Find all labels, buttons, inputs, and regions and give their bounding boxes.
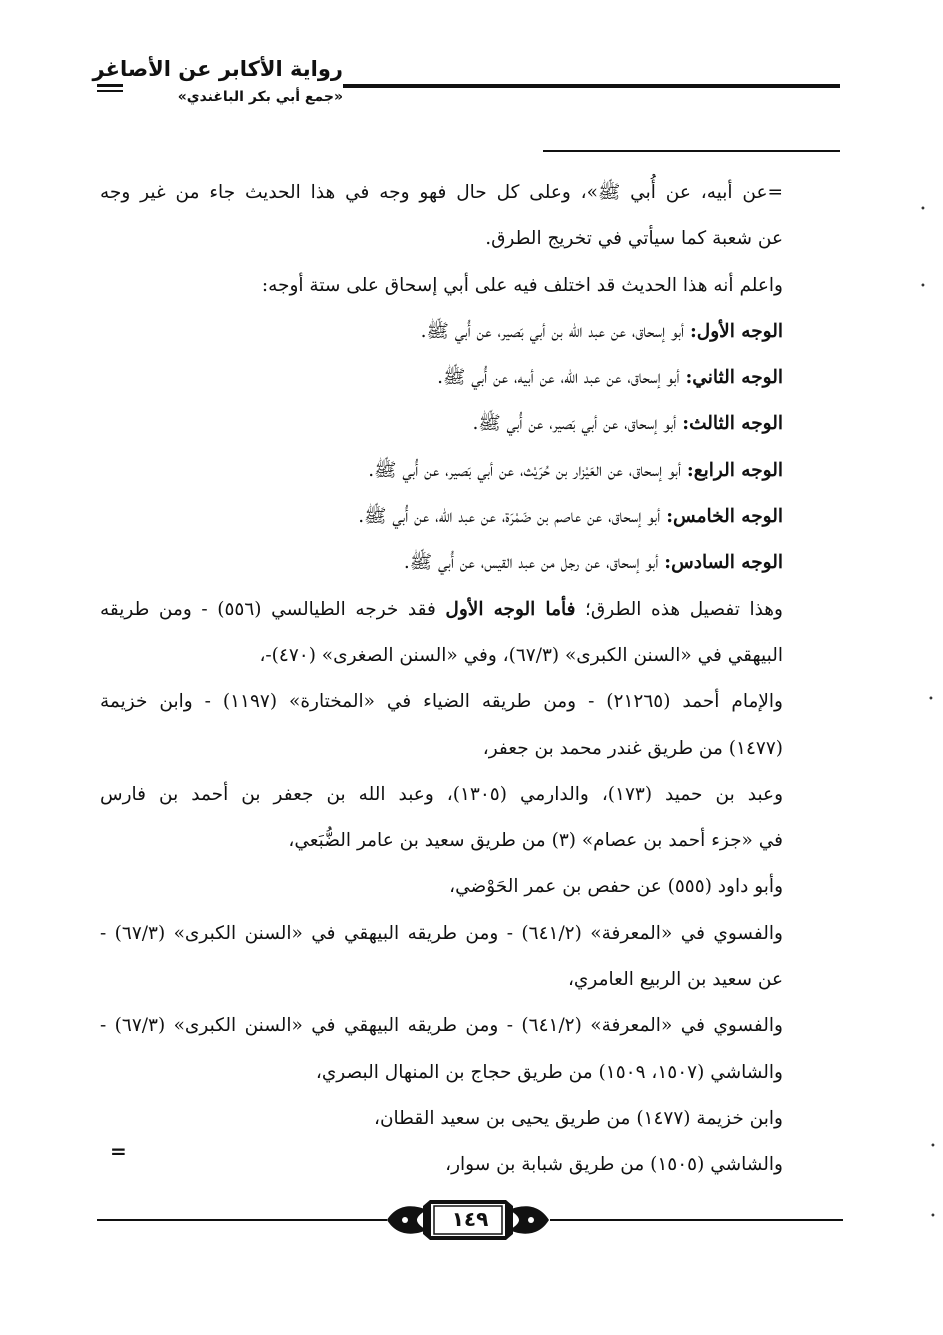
variant-label: الوجه الرابع: [686, 459, 783, 481]
text-line: الوجه الخامس: أبو إسحاق، عن عاصم بن ضَمْرَة، عن عبد الله، عن أُبي ﷺ. [358, 506, 783, 528]
text-line: والفسوي في «المعرفة» (٦٤١/٢) - ومن طريقه البيهقي في «السنن الكبرى» (٦٧/٣) - [100, 1015, 783, 1037]
footnote-separator-rule [543, 150, 840, 152]
scan-speck: • [920, 204, 926, 215]
running-header-title: رواية الأكابر عن الأصاغر [92, 57, 343, 81]
header-rule-short-thin [97, 90, 123, 92]
text-line: الوجه الرابع: أبو إسحاق، عن العَيْزار بن حُرَيْث، عن أبي بَصير، عن أُبي ﷺ. [368, 459, 783, 481]
variant-label: الوجه الثاني: [685, 367, 783, 389]
variant-label: الوجه الأول: [689, 320, 783, 342]
text-line: البيهقي في «السنن الكبرى» (٦٧/٣)، وفي «السنن الصغرى» (٤٧٠)-، [259, 644, 783, 666]
continuation-mark: = [110, 1139, 127, 1163]
variant-label: الوجه السادس: [664, 552, 783, 574]
text-line: عن شعبة كما سيأتي في تخريج الطرق. [485, 228, 783, 250]
text-line: =عن أبيه، عن أُبي ﷺ»، وعلى كل حال فهو وجه في هذا الحديث جاء من غير وجه [100, 182, 783, 203]
footer-rule-right [550, 1219, 843, 1221]
text-line: في «جزء أحمد بن عصام» (٣) من طريق سعيد بن عامر الضُّبَعي، [288, 830, 783, 852]
text-line: الوجه السادس: أبو إسحاق، عن رجل من عبد القيس، عن أُبي ﷺ. [403, 552, 783, 574]
text-line: وابن خزيمة (١٤٧٧) من طريق يحيى بن سعيد القطان، [373, 1107, 783, 1129]
header-rule-short [97, 84, 123, 87]
page-number: ١٤٩ [451, 1207, 489, 1231]
footer-rule-left [97, 1219, 387, 1221]
scan-speck: • [930, 1211, 936, 1222]
text-line: والشاشي (١٥٠٥) من طريق شبابة بن سوار، [445, 1154, 783, 1176]
text-line: وهذا تفصيل هذه الطرق؛ فأما الوجه الأول فقد خرجه الطيالسي (٥٥٦) - ومن طريقه [100, 598, 783, 620]
variant-label: الوجه الثالث: [682, 413, 783, 435]
text-line: وعبد بن حميد (١٧٣)، والدارمي (١٣٠٥)، وعبد الله بن جعفر بن أحمد بن فارس [100, 783, 783, 805]
scan-speck: • [928, 694, 934, 705]
text-line: الوجه الثالث: أبو إسحاق، عن أبي بَصير، عن أُبي ﷺ. [472, 413, 783, 435]
text-line: (١٤٧٧) من طريق غندر محمد بن جعفر، [482, 737, 783, 759]
text-line: الوجه الثاني: أبو إسحاق، عن عبد الله، عن أبيه، عن أُبي ﷺ. [437, 367, 783, 389]
text-line: عن سعيد بن الربيع العامري، [567, 969, 783, 991]
variant-label: الوجه الخامس: [666, 506, 783, 528]
header-rule [343, 84, 840, 88]
footnote-body [100, 170, 783, 1189]
scan-speck: • [920, 281, 926, 292]
text-line: وأبو داود (٥٥٥) عن حفص بن عمر الحَوْضي، [449, 876, 783, 898]
text-line: والإمام أحمد (٢١٢٦٥) - ومن طريقه الضياء في «المختارة» (١١٩٧) - وابن خزيمة [100, 691, 783, 713]
variant-label: فأما الوجه الأول [445, 598, 576, 620]
text-line: واعلم أنه هذا الحديث قد اختلف فيه على أبي إسحاق على ستة أوجه: [261, 274, 783, 296]
running-header-subtitle: «جمع أبي بكر الباغندي» [177, 89, 343, 105]
text-line: الوجه الأول: أبو إسحاق، عن عبد الله بن أبي بَصير، عن أُبي ﷺ. [420, 320, 783, 342]
scan-speck: • [930, 1141, 936, 1152]
text-line: والفسوي في «المعرفة» (٦٤١/٢) - ومن طريقه البيهقي في «السنن الكبرى» (٦٧/٣) - [100, 922, 783, 944]
text-line: والشاشي (١٥٠٧، ١٥٠٩) من طريق حجاج بن المنهال البصري، [315, 1061, 783, 1083]
